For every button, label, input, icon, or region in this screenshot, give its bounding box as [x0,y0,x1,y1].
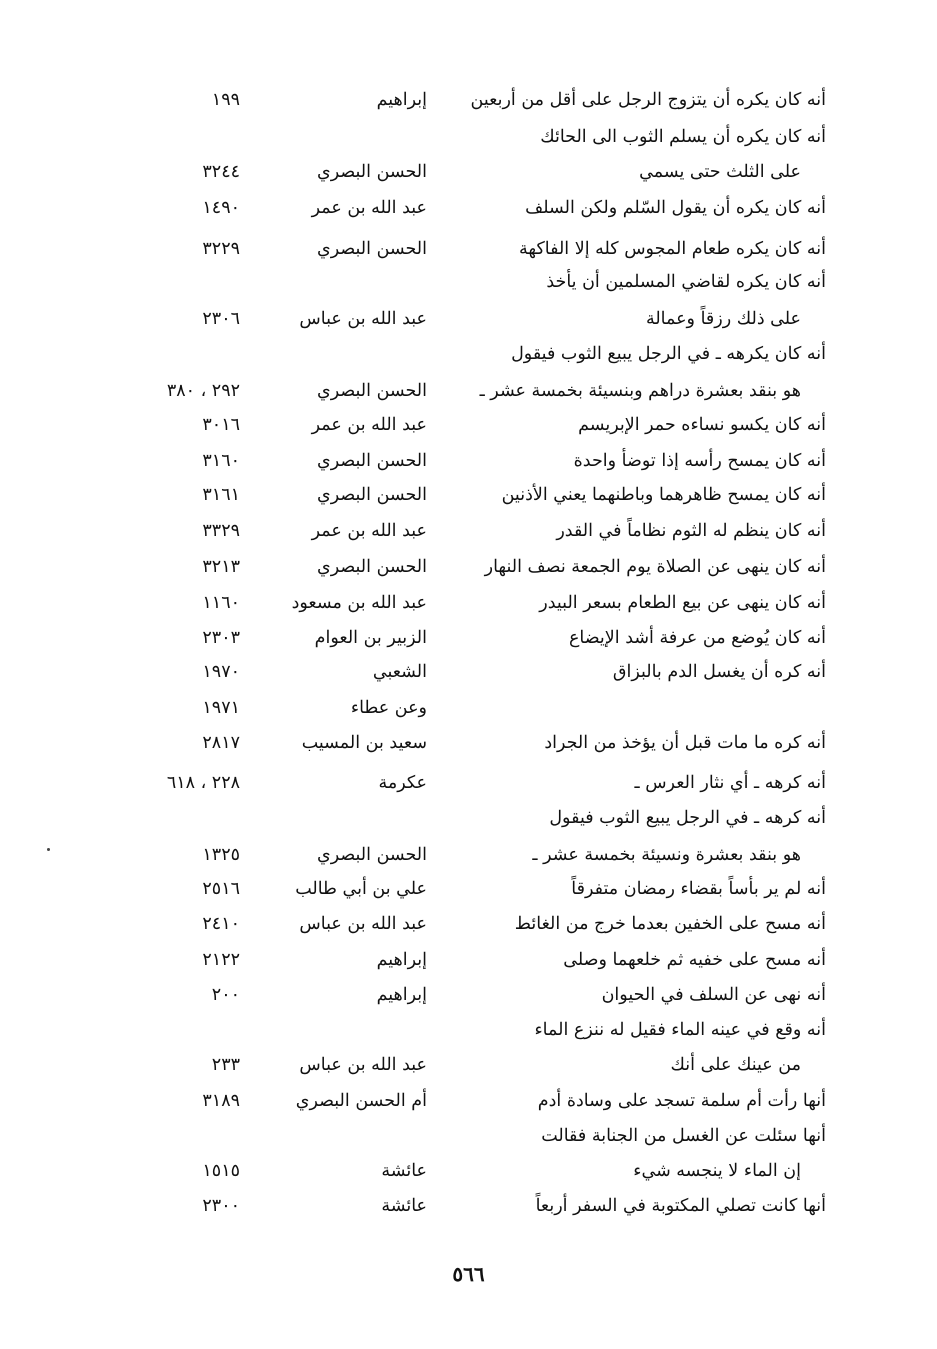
entry-narrator: أم الحسن البصري [295,1091,427,1111]
entry-text: من عينك على أنك [670,1055,801,1075]
entry-narrator: عائشة [381,1196,427,1216]
entry-text: أنه كان يمسح رأسه إذا توضأ واحدة [573,451,826,471]
entry-narrator: عبد الله بن عمر [311,198,427,218]
entry-narrator: الشعبي [372,662,427,682]
entry-number: ٣١٨٩ [202,1091,240,1111]
entry-text: أنه نهى عن السلف في الحيوان [601,985,826,1005]
entry-text: هو بنقد بعشرة ونسيئة بخمسة عشر ـ [532,845,801,865]
index-entry [0,444,937,478]
entry-text: أنه كرهه ـ أي نثار العرس ـ [634,773,826,793]
entry-narrator: سعيد بن المسيب [301,733,427,753]
entry-text: أنه وقع في عينه الماء فقيل له ننزع الماء [534,1020,826,1040]
entry-number: ٢٠٠ [211,985,240,1005]
entry-number: ١٩٩ [211,90,240,110]
entry-text: أنه كان يكرهه ـ في الرجل يبيع الثوب فيقول [511,344,826,364]
index-entry [0,1084,937,1118]
entry-text: على الثلث حتى يسمي [639,162,801,182]
entry-text: إن الماء لا ينجسه شيء [633,1161,801,1181]
index-entry [0,943,937,977]
entry-narrator: الحسن البصري [317,451,427,471]
entry-text: على ذلك رزقاً وعمالة [645,309,801,329]
entry-text: أنه كان ينهى عن الصلاة يوم الجمعة نصف النهار [484,557,826,577]
entry-number: ٢١٢٢ [202,950,240,970]
entry-narrator: إبراهيم [376,90,427,110]
entry-number: ٣٢٤٤ [202,162,240,182]
entry-number: ١٩٧١ [202,698,240,718]
entry-narrator: عائشة [381,1161,427,1181]
entry-text: أنه كان يكره طعام المجوس كله إلا الفاكهة [519,239,826,259]
entry-text: أنها كانت تصلي المكتوبة في السفر أربعاً [535,1196,826,1216]
entry-text: أنه كان يكره أن يسلم الثوب الى الحائك [540,127,826,147]
entry-narrator: الحسن البصري [317,557,427,577]
entry-narrator: عبد الله بن عباس [299,1055,427,1075]
entry-number: ٣١٦١ [202,485,240,505]
entry-narrator: إبراهيم [376,985,427,1005]
entry-number: ١٩٧٠ [202,662,240,682]
entry-text: أنه كره ما مات قبل أن يؤخذ من الجراد [544,733,826,753]
entry-number: ٣١٦٠ [202,451,240,471]
entry-number: ١٤٩٠ [202,198,240,218]
index-entry [0,726,937,760]
entry-number: ٢٨١٧ [202,733,240,753]
entry-narrator: الحسن البصري [317,239,427,259]
entry-text: أنه كان يكره أن يقول السّلم ولكن السلف [525,198,826,218]
index-entry [0,550,937,584]
entry-text: أنه كان يُوضع من عرفة أشد الإيضاع [568,628,826,648]
index-entry [0,155,937,189]
entry-number: ٢٣٠٦ [202,309,240,329]
index-entry [0,1189,937,1223]
entry-text: أنه كان ينهى عن بيع الطعام بسعر البيدر [539,593,826,613]
entry-number: ٢٥١٦ [202,879,240,899]
index-entry [0,907,937,941]
index-entry [0,191,937,225]
entry-number: ٢٣٠٣ [202,628,240,648]
index-entry [0,1013,937,1047]
entry-text: أنها سئلت عن الغسل من الجنابة فقالت [541,1126,826,1146]
entry-text: أنه كان يكره لقاضي المسلمين أن يأخذ [546,272,826,292]
entry-narrator: الحسن البصري [317,162,427,182]
entry-narrator: وعن عطاء [350,698,427,718]
entry-number: ١٣٢٥ [202,845,240,865]
entry-number: ٢٣٠٠ [202,1196,240,1216]
entry-text: أنه مسح على خفيه ثم خلعهما وصلى [563,950,826,970]
entry-text: أنه كان يمسح ظاهرهما وباطنهما يعني الأذنين [501,485,826,505]
entry-text: أنه كان ينظم له الثوم نظاماً في القدر [556,521,826,541]
entry-number: ٣٢١٣ [202,557,240,577]
index-entry [0,766,937,800]
entry-text: أنها رأت أم سلمة تسجد على وسادة أدم [537,1091,826,1111]
entry-text: أنه كرهه ـ في الرجل يبيع الثوب فيقول [549,808,826,828]
index-entry [0,1154,937,1188]
index-entry [0,337,937,371]
entry-narrator: عكرمة [378,773,427,793]
entry-narrator: علي بن أبي طالب [295,879,427,899]
entry-narrator: الحسن البصري [317,845,427,865]
entry-narrator: عبد الله بن عباس [299,309,427,329]
entry-narrator: عبد الله بن عباس [299,914,427,934]
index-entry [0,374,937,408]
entry-text: أنه كره أن يغسل الدم بالبزاق [612,662,826,682]
index-entry [0,978,937,1012]
index-entry [0,514,937,548]
index-entry [0,621,937,655]
index-entry [0,655,937,689]
entry-number: ٣٠١٦ [202,415,240,435]
entry-narrator: الحسن البصري [317,485,427,505]
index-entry [0,232,937,266]
entry-narrator: عبد الله بن عمر [311,415,427,435]
index-entry [0,1119,937,1153]
index-entry [0,872,937,906]
index-entry [0,586,937,620]
entry-number: ٢٢٨ ، ٦١٨ [166,773,240,793]
index-entry [0,1048,937,1082]
index-entry [0,691,937,725]
entry-number: ٢٣٣ [211,1055,240,1075]
entry-text: أنه كان يكره أن يتزوج الرجل على أقل من أربعين [470,90,826,110]
index-entry [0,83,937,117]
index-entry [0,478,937,512]
entry-number: ٢٩٢ ، ٣٨٠ [166,381,240,401]
entry-number: ١١٦٠ [202,593,240,613]
index-entry [0,120,937,154]
index-entry [0,801,937,835]
entry-narrator: الحسن البصري [317,381,427,401]
entry-number: ٢٤١٠ [202,914,240,934]
index-entry [0,838,937,872]
entry-narrator: الزبير بن العوام [314,628,427,648]
entry-narrator: عبد الله بن عمر [311,521,427,541]
entry-text: أنه لم ير بأساً بقضاء رمضان متفرقاً [571,879,826,899]
entry-number: ١٥١٥ [202,1161,240,1181]
entry-text: هو بنقد بعشرة دراهم وبنسيئة بخمسة عشر ـ [479,381,801,401]
index-entry [0,408,937,442]
entry-text: أنه مسح على الخفين بعدما خرج من الغائط [514,914,826,934]
entry-narrator: إبراهيم [376,950,427,970]
entry-number: ٣٢٢٩ [202,239,240,259]
index-entry [0,302,937,336]
page-number: ٥٦٦ [452,1262,485,1286]
entry-number: ٣٣٢٩ [202,521,240,541]
entry-narrator: عبد الله بن مسعود [291,593,427,613]
index-entry [0,265,937,299]
entry-text: أنه كان يكسو نساءه حمر الإبريسم [578,415,826,435]
